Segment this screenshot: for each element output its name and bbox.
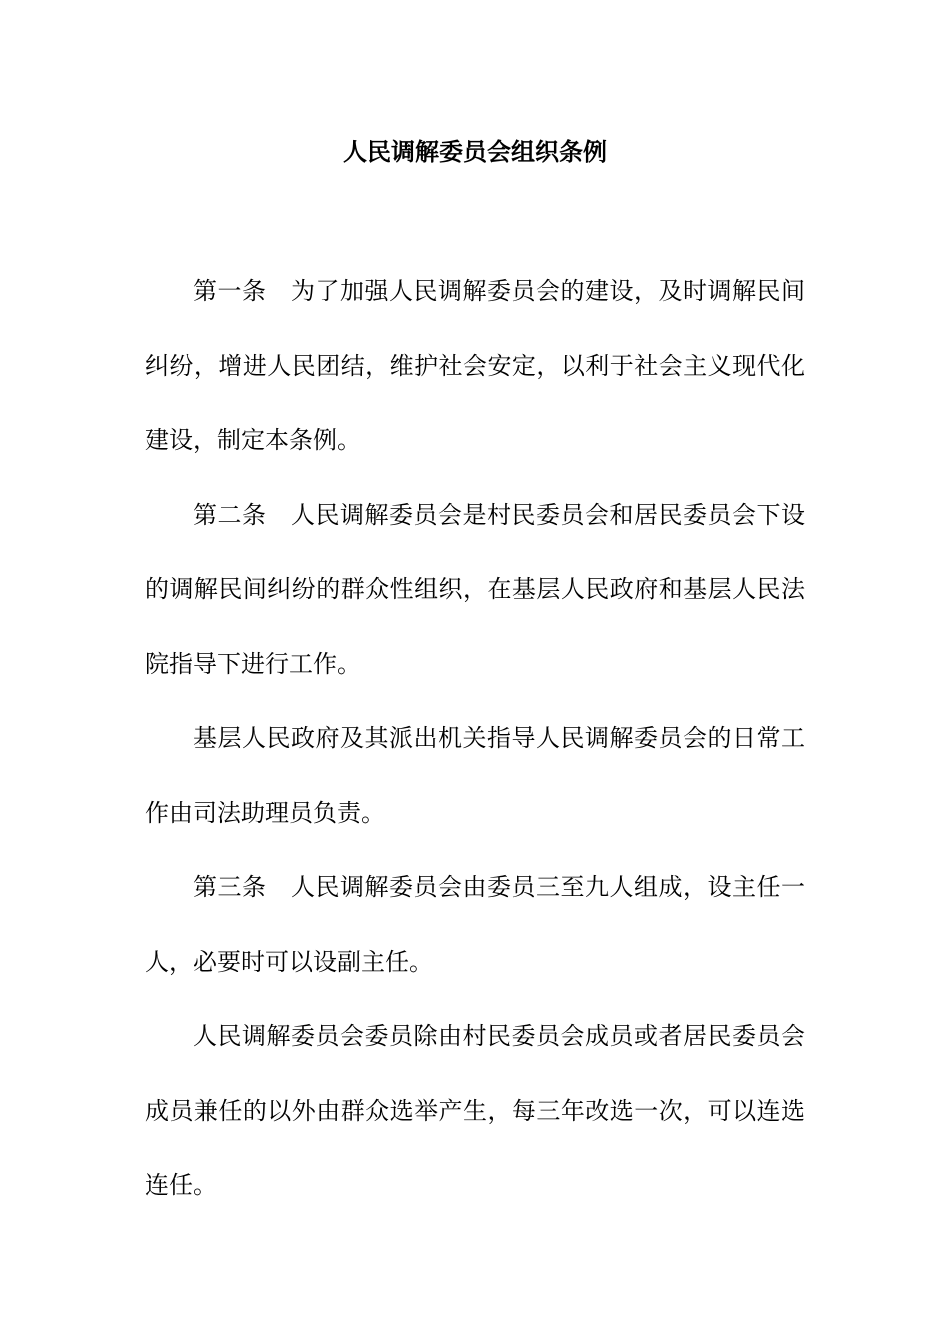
article-2-text: 人民调解委员会是村民委员会和居民委员会下设的调解民间纠纷的群众性组织，在基层人民政府和基层人民法院指导下进行工作。	[145, 500, 805, 678]
article-2-paragraph	[145, 478, 805, 702]
article-2-label: 第二条	[193, 500, 267, 529]
article-3-text: 人民调解委员会由委员三至九人组成，设主任一人，必要时可以设副主任。	[145, 873, 805, 976]
article-3-label: 第三条	[193, 873, 267, 901]
article-3-paragraph	[145, 850, 805, 999]
article-2-continuation-text: 基层人民政府及其派出机关指导人民调解委员会的日常工作由司法助理员负责。	[145, 724, 805, 827]
article-1-text: 为了加强人民调解委员会的建设，及时调解民间纠纷，增进人民团结，维护社会安定，以利于社会主义现代化建设，制定本条例。	[145, 277, 805, 454]
article-1-paragraph	[145, 254, 805, 478]
article-3-continuation-text: 人民调解委员会委员除由村民委员会成员或者居民委员会成员兼任的以外由群众选举产生，每三年改选一次，可以连选连任。	[145, 1022, 805, 1199]
article-3-continuation-paragraph	[145, 999, 805, 1223]
document-title: 人民调解委员会组织条例	[343, 137, 607, 166]
document-body	[145, 254, 805, 1223]
article-1-label: 第一条	[193, 277, 267, 305]
article-2-continuation-paragraph	[145, 701, 805, 850]
